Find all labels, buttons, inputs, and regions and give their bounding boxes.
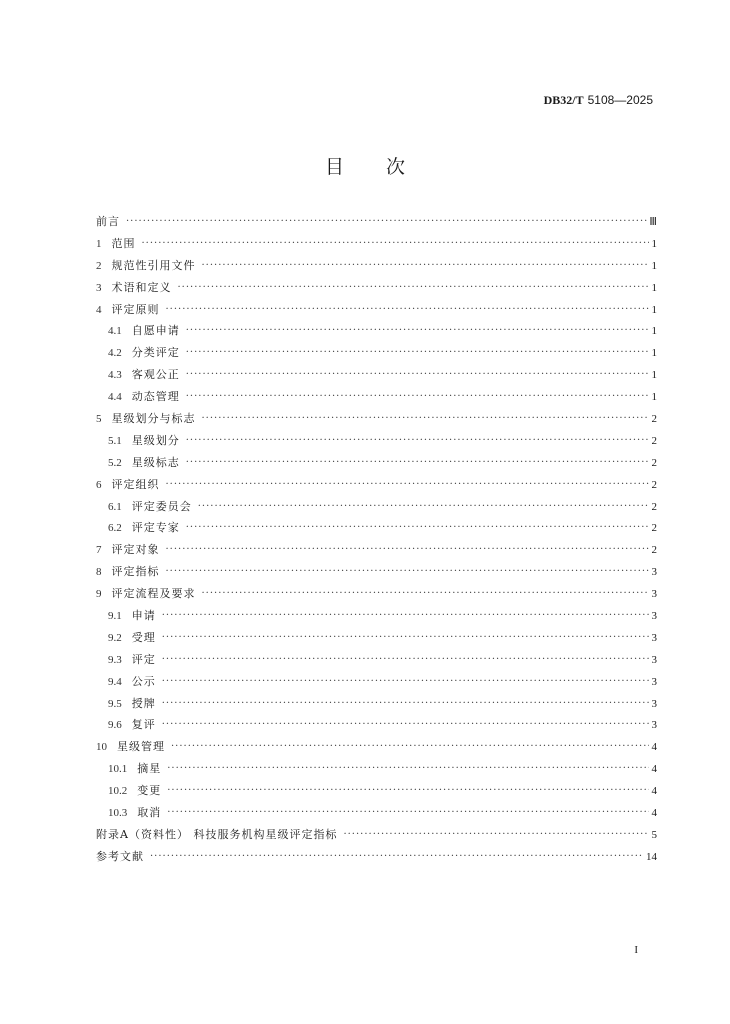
toc-entry[interactable] xyxy=(96,452,657,474)
toc-entry[interactable] xyxy=(96,277,657,299)
toc-leader-dots xyxy=(186,346,649,360)
toc-entry-title: 自愿申请 xyxy=(131,324,180,338)
toc-entry[interactable] xyxy=(96,517,657,539)
toc-entry-title: 受理 xyxy=(131,630,156,644)
toc-entry[interactable] xyxy=(96,627,657,649)
toc-entry-page: 4 xyxy=(651,785,657,798)
toc-entry-title: 星级划分与标志 xyxy=(111,411,196,425)
toc-leader-dots xyxy=(162,631,649,645)
toc-entry-number: 9.6 xyxy=(108,719,122,732)
toc-entry-title: 参考文献 xyxy=(96,849,144,863)
toc-entry-number: 10.1 xyxy=(108,763,128,776)
toc-entry-title: 变更 xyxy=(137,784,162,798)
toc-entry-number: 10.3 xyxy=(108,806,128,819)
toc-entry-page: 1 xyxy=(651,259,657,272)
toc-entry-number: 5.2 xyxy=(108,456,122,469)
toc-entry-title: 取消 xyxy=(137,805,162,819)
toc-entry-title: 摘星 xyxy=(137,762,162,776)
toc-leader-dots xyxy=(202,587,650,601)
toc-entry-number: 9.1 xyxy=(108,609,122,622)
toc-entry-title: 动态管理 xyxy=(131,390,180,404)
toc-leader-dots xyxy=(186,368,649,382)
toc-leader-dots xyxy=(150,850,644,864)
toc-entry-page: 2 xyxy=(651,456,657,469)
toc-leader-dots xyxy=(167,784,649,798)
toc-leader-dots xyxy=(162,697,649,711)
toc-entry-number: 3 xyxy=(96,281,102,294)
toc-leader-dots xyxy=(126,215,647,229)
toc-entry[interactable] xyxy=(96,649,657,671)
toc-entry-number: 8 xyxy=(96,566,102,579)
toc-entry-page: 3 xyxy=(651,675,657,688)
toc-leader-dots xyxy=(178,281,650,295)
toc-leader-dots xyxy=(142,237,650,251)
page-number: I xyxy=(634,944,638,956)
toc-entry-number: 10.2 xyxy=(108,785,128,798)
toc-entry-page: 5 xyxy=(651,828,657,841)
toc-entry[interactable] xyxy=(96,474,657,496)
toc-entry-number: 9.3 xyxy=(108,653,122,666)
toc-entry-page: 1 xyxy=(651,303,657,316)
toc-entry-title: 授牌 xyxy=(131,696,156,710)
toc-leader-dots xyxy=(166,565,650,579)
toc-entry[interactable] xyxy=(96,802,657,824)
toc-entry-page: 1 xyxy=(651,325,657,338)
toc-entry-number: 5.1 xyxy=(108,434,122,447)
toc-entry-page: 3 xyxy=(651,588,657,601)
toc-entry-number: 9.2 xyxy=(108,631,122,644)
toc-entry[interactable] xyxy=(96,364,657,386)
toc-entry-page: 14 xyxy=(646,850,657,863)
toc-entry-number: 1 xyxy=(96,237,102,250)
toc-entry-title: 星级管理 xyxy=(117,740,165,754)
toc-leader-dots xyxy=(171,740,649,754)
toc-entry-number: 9.5 xyxy=(108,697,122,710)
document-code xyxy=(544,93,653,108)
toc-entry-page: 2 xyxy=(651,478,657,491)
toc-entry-title: 评定原则 xyxy=(111,302,160,316)
toc-leader-dots xyxy=(202,412,650,426)
toc-entry-title: 评定流程及要求 xyxy=(111,587,196,601)
toc-entry-title: 星级标志 xyxy=(131,455,180,469)
toc-leader-dots xyxy=(198,500,649,514)
toc-entry-page: 3 xyxy=(651,609,657,622)
toc-entry[interactable] xyxy=(96,736,657,758)
toc-leader-dots xyxy=(166,478,650,492)
toc-entry[interactable] xyxy=(96,714,657,736)
toc-entry-page: 1 xyxy=(651,391,657,404)
toc-entry-page: 3 xyxy=(651,653,657,666)
toc-entry-page: 3 xyxy=(651,566,657,579)
toc-leader-dots xyxy=(162,675,649,689)
toc-entry-number: 4.1 xyxy=(108,325,122,338)
toc-entry-number: 4.3 xyxy=(108,369,122,382)
toc-leader-dots xyxy=(166,303,650,317)
toc-entry-title: 申请 xyxy=(131,608,156,622)
toc-entry-page: 3 xyxy=(651,719,657,732)
document-code-number: 5108—2025 xyxy=(587,93,653,107)
toc-entry-number: 4.2 xyxy=(108,347,122,360)
toc-entry-page: 4 xyxy=(651,806,657,819)
toc-entry-number: 7 xyxy=(96,544,102,557)
toc-leader-dots xyxy=(162,653,649,667)
toc-entry[interactable] xyxy=(96,211,657,233)
toc-entry[interactable] xyxy=(96,430,657,452)
toc-entry-number: 10 xyxy=(96,741,107,754)
document-code-prefix: DB32/T xyxy=(543,93,584,107)
toc-entry-title: 评定指标 xyxy=(111,565,160,579)
toc-entry-number: 4.4 xyxy=(108,391,122,404)
toc-entry[interactable] xyxy=(96,320,657,342)
toc-entry-title: 评定 xyxy=(131,652,156,666)
toc-entry-page: 2 xyxy=(651,500,657,513)
toc-entry-page: 1 xyxy=(651,369,657,382)
toc-leader-dots xyxy=(167,806,649,820)
toc-leader-dots xyxy=(186,434,649,448)
toc-entry[interactable] xyxy=(96,758,657,780)
toc-entry-title: 评定对象 xyxy=(111,543,160,557)
toc-entry-title: 评定委员会 xyxy=(131,499,192,513)
toc-entry[interactable] xyxy=(96,342,657,364)
toc-entry-title: 附录A（资料性） 科技服务机构星级评定指标 xyxy=(96,827,338,841)
toc-entry[interactable] xyxy=(96,386,657,408)
toc-entry-page: 3 xyxy=(651,697,657,710)
toc-entry[interactable] xyxy=(96,671,657,693)
toc-leader-dots xyxy=(202,259,650,273)
toc-entry-number: 9.4 xyxy=(108,675,122,688)
toc-entry-title: 评定专家 xyxy=(131,521,180,535)
toc-entry-title: 范围 xyxy=(111,236,136,250)
toc-entry-title: 分类评定 xyxy=(131,346,180,360)
toc-leader-dots xyxy=(162,718,649,732)
toc-entry-number: 5 xyxy=(96,412,102,425)
toc-entry-page: 1 xyxy=(651,237,657,250)
toc-entry-title: 前言 xyxy=(96,214,120,228)
toc-entry-page: 2 xyxy=(651,434,657,447)
toc-entry[interactable] xyxy=(96,846,657,868)
toc-entry[interactable] xyxy=(96,299,657,321)
toc-entry-title: 公示 xyxy=(131,674,156,688)
toc-entry[interactable] xyxy=(96,539,657,561)
toc-entry-number: 6.1 xyxy=(108,500,122,513)
toc-entry-title: 规范性引用文件 xyxy=(111,258,196,272)
toc-entry-page: 4 xyxy=(651,741,657,754)
toc-entry[interactable] xyxy=(96,255,657,277)
toc-entry[interactable] xyxy=(96,408,657,430)
toc-entry-number: 9 xyxy=(96,588,102,601)
toc-entry-title: 评定组织 xyxy=(111,477,160,491)
toc-entry-page: 2 xyxy=(651,412,657,425)
toc-entry[interactable] xyxy=(96,605,657,627)
toc-entry-page: 1 xyxy=(651,347,657,360)
toc-leader-dots xyxy=(167,762,649,776)
toc-entry-title: 客观公正 xyxy=(131,368,180,382)
toc-entry-page: 2 xyxy=(651,522,657,535)
toc-entry-number: 4 xyxy=(96,303,102,316)
toc-entry-title: 术语和定义 xyxy=(111,280,172,294)
toc-entry[interactable] xyxy=(96,693,657,715)
toc-entry[interactable] xyxy=(96,780,657,802)
toc-entry-page: 2 xyxy=(651,544,657,557)
table-of-contents xyxy=(96,211,657,868)
toc-entry[interactable] xyxy=(96,233,657,255)
toc-leader-dots xyxy=(162,609,649,623)
toc-entry-page: Ⅲ xyxy=(649,215,657,228)
toc-entry[interactable] xyxy=(96,583,657,605)
toc-leader-dots xyxy=(186,456,649,470)
toc-entry-title: 复评 xyxy=(131,718,156,732)
toc-leader-dots xyxy=(186,521,649,535)
toc-entry[interactable] xyxy=(96,561,657,583)
toc-entry[interactable] xyxy=(96,496,657,518)
toc-entry-page: 3 xyxy=(651,631,657,644)
toc-entry-title: 星级划分 xyxy=(131,433,180,447)
toc-leader-dots xyxy=(343,828,649,842)
toc-leader-dots xyxy=(186,324,649,338)
page-title: 目次 xyxy=(324,156,447,178)
toc-entry-number: 6.2 xyxy=(108,522,122,535)
toc-leader-dots xyxy=(186,390,649,404)
toc-entry-page: 4 xyxy=(651,763,657,776)
toc-entry[interactable] xyxy=(96,824,657,846)
toc-entry-number: 2 xyxy=(96,259,102,272)
toc-leader-dots xyxy=(166,543,650,557)
toc-entry-page: 1 xyxy=(651,281,657,294)
toc-entry-number: 6 xyxy=(96,478,102,491)
